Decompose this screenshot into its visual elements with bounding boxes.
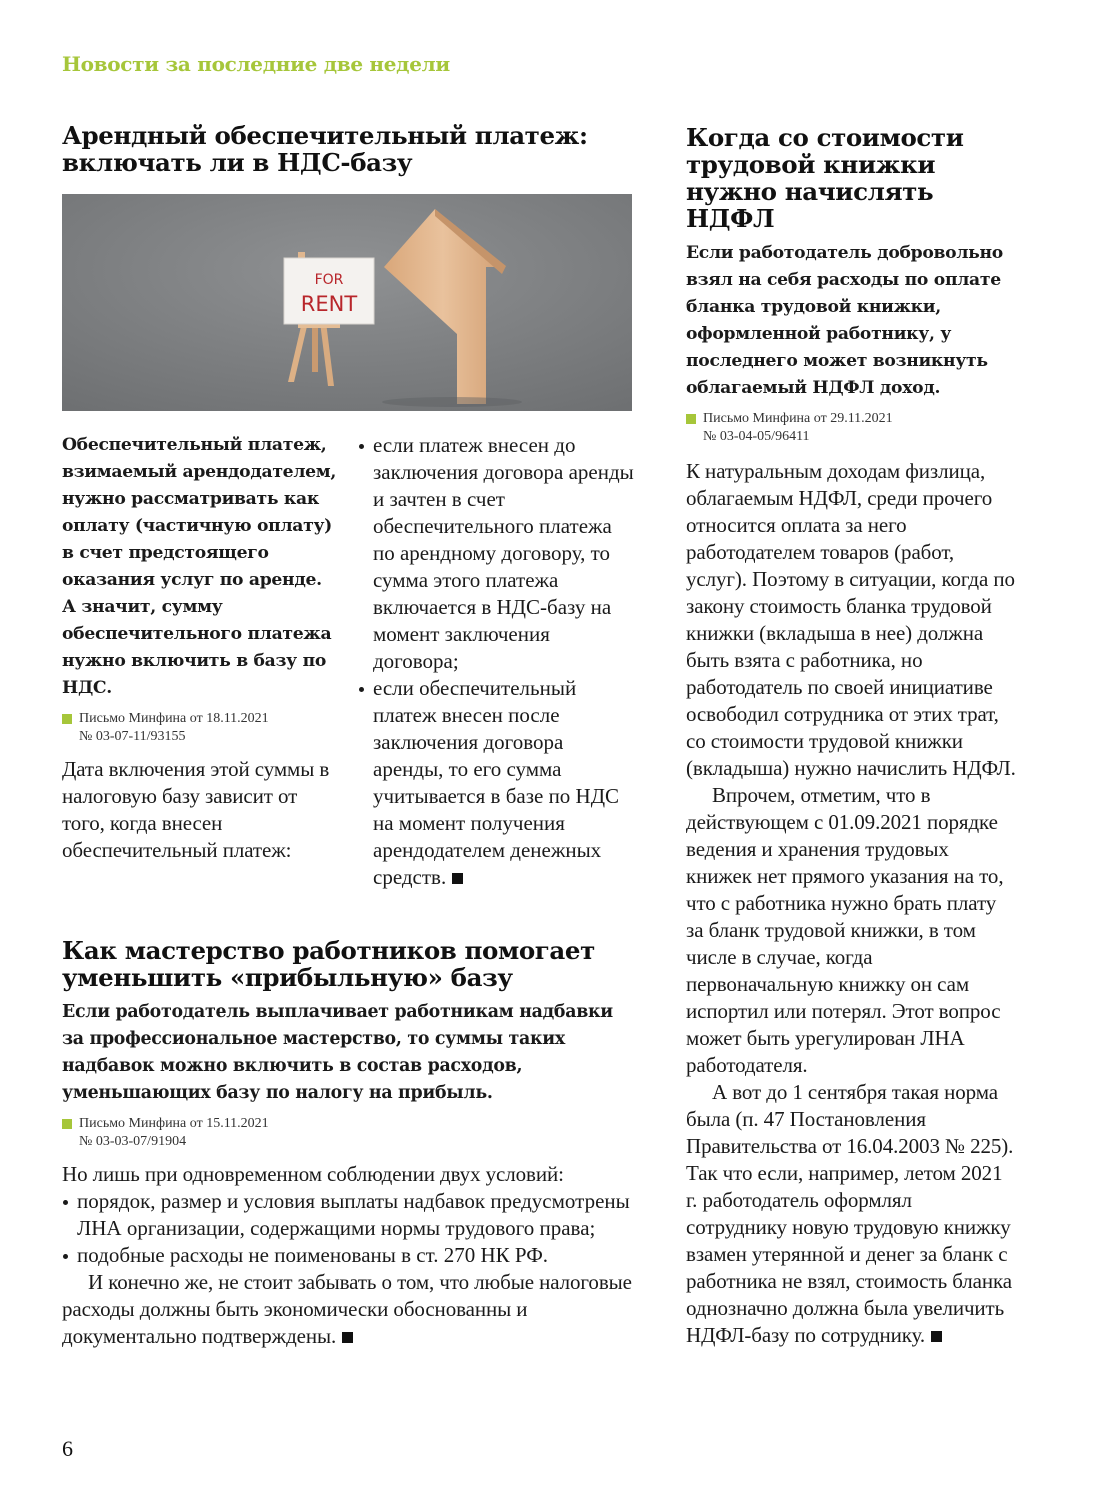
closing-text: И конечно же, не стоит забывать о том, что любые налоговые расходы должны быть экономически обоснованны и документально подтверждены. <box>62 1270 632 1348</box>
article-mastery-bullets <box>62 1188 634 1269</box>
article-rent-body-intro: Дата включения этой суммы в налоговую базу зависит от того, когда внесен обеспечительный платеж: <box>62 757 330 862</box>
article-workbook-paragraph: К натуральным доходам физлица, облагаемым НДФЛ, среди прочего относится оплата за него работодателем товаров (работ, услуг). Поэтому в ситуации, когда по закону стоимость бланка трудовой книжки (вкладыша в нее) должна быть взята с работника, но работодатель по своей инициативе освободил сотрудника от этих трат, со стоимости трудовой книжки (вкладыша) нужно начислить НДФЛ. <box>686 459 1016 780</box>
green-square-icon <box>62 714 72 724</box>
bullet-text: если обеспечительный платеж внесен после заключения договора аренды, то его сумма учитывается в базе по НДС на момент получения арендодателем денежных средств. <box>373 676 620 889</box>
green-square-icon <box>686 414 696 424</box>
article-rent-left-column <box>62 432 340 864</box>
sign-text-for: FOR <box>314 272 344 288</box>
section-label: Новости за последние две недели <box>62 52 450 76</box>
end-of-article-mark-icon <box>342 1332 353 1343</box>
article-rent-title: Арендный обеспечительный платеж: включать ли в НДС-базу <box>62 121 588 177</box>
article-workbook-title: Когда со стоимости трудовой книжки нужно начислять НДФЛ <box>686 123 964 233</box>
article-workbook-lead: Если работодатель добровольно взял на себя расходы по оплате бланка трудовой книжки, оформленной работнику, у последнего может возникнуть облагаемый НДФЛ доход. <box>686 243 1003 398</box>
article-mastery-source <box>62 1115 634 1151</box>
source-line-2: № 03-04-05/96411 <box>703 429 810 444</box>
sign-text-rent: RENT <box>300 292 358 316</box>
article-mastery-body-intro: Но лишь при одновременном соблюдении двух условий: <box>62 1162 564 1186</box>
article-rent-lead: Обеспечительный платеж, взимаемый арендодателем, нужно рассматривать как оплату (частичную оплату) в счет предстоящего оказания услуг по аренде. А значит, сумму обеспечительного платежа нужно включить в базу по НДС. <box>62 435 337 698</box>
source-line-1: Письмо Минфина от 29.11.2021 <box>703 411 893 426</box>
article-workbook-paragraph <box>686 1079 1016 1349</box>
end-of-article-mark-icon <box>931 1331 942 1342</box>
article-rent-bullets <box>358 432 634 891</box>
article-workbook-paragraph: Впрочем, отметим, что в действующем с 01.09.2021 порядке ведения и хранения трудовых книжек нет прямого указания на то, что с работника нужно брать плату за бланк трудовой книжки, в том числе в случае, когда первоначальную книжку он сам испортил или потерял. Этот вопрос может быть урегулирован ЛНА работодателя. <box>686 783 1004 1077</box>
article-mastery-title: Как мастерство работников помогает уменьшить «прибыльную» базу <box>62 936 595 992</box>
page-number: 6 <box>62 1436 73 1461</box>
article-mastery-closing <box>62 1269 634 1350</box>
end-of-article-mark-icon <box>452 873 463 884</box>
article-rent-header <box>62 122 634 176</box>
article-mastery-lead: Если работодатель выплачивает работникам надбавки за профессиональное мастерство, то суммы таких надбавок можно включить в состав расходов, уменьшающих базу по налогу на прибыль. <box>62 1002 613 1103</box>
article-workbook-source <box>686 410 1016 446</box>
article-workbook <box>686 124 1016 1349</box>
bullet-item: порядок, размер и условия выплаты надбавок предусмотрены ЛНА организации, содержащими нормы трудового права; <box>62 1188 634 1242</box>
house-for-rent-illustration <box>62 194 632 411</box>
article-rent-right-column <box>358 432 634 891</box>
source-line-2: № 03-03-07/91904 <box>79 1134 187 1149</box>
source-line-2: № 03-07-11/93155 <box>79 729 186 744</box>
article-rent-photo <box>62 194 632 411</box>
article-rent-source <box>62 710 340 746</box>
green-square-icon <box>62 1119 72 1129</box>
source-line-1: Письмо Минфина от 18.11.2021 <box>79 711 269 726</box>
article-mastery <box>62 937 634 1350</box>
paragraph-text: А вот до 1 сентября такая норма была (п. 47 Постановления Правительства от 16.04.2003 № 225). Так что если, например, летом 2021 г. работодатель оформлял сотруднику новую трудовую книжку взамен утерянной и денег за бланк с работника не взял, стоимость бланка однозначно должна была увеличить НДФЛ-базу по сотруднику. <box>686 1080 1014 1347</box>
source-line-1: Письмо Минфина от 15.11.2021 <box>79 1116 269 1131</box>
bullet-item: если платеж внесен до заключения договора аренды и зачтен в счет обеспечительного платежа по арендному договору, то сумма этого платежа включается в НДС-базу на момент заключения договора; <box>358 432 634 675</box>
bullet-item: подобные расходы не поименованы в ст. 270 НК РФ. <box>62 1242 634 1269</box>
bullet-item <box>358 675 634 891</box>
